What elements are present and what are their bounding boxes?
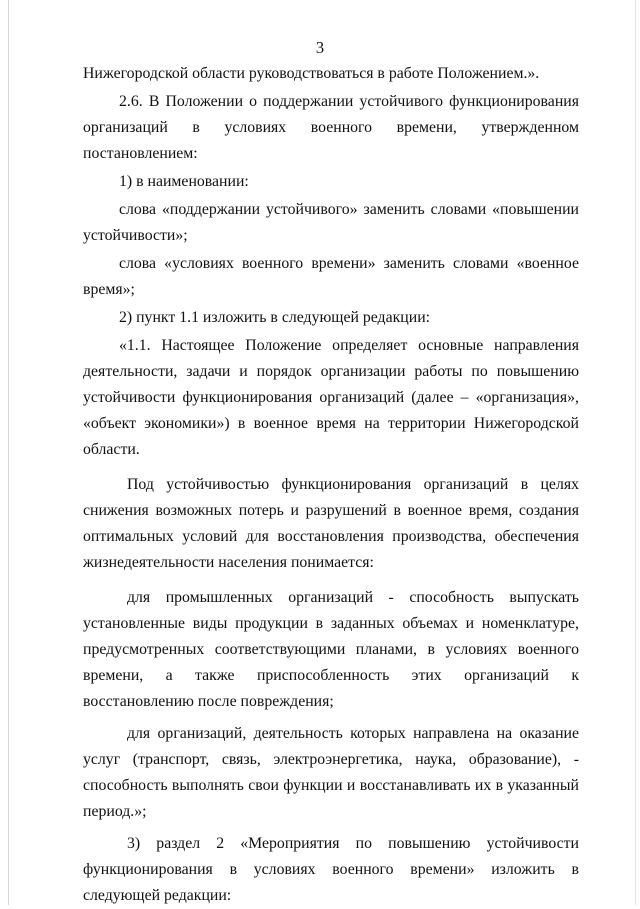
- page-number: 3: [315, 38, 325, 57]
- paragraph-item-3: 3) раздел 2 «Мероприятия по повышению устойчивости функционирования в условиях военного времени» изложить в следующей редакции:: [83, 835, 579, 904]
- paragraph-item-1: 1) в наименовании:: [119, 173, 249, 190]
- paragraph-replace-words-1: слова «поддержании устойчивого» заменить словами «повышении устойчивости»;: [83, 201, 579, 244]
- document-body: [0, 61, 640, 909]
- paragraph-clause-1-1: «1.1. Настоящее Положение определяет основные направления деятельности, задачи и порядок организации работы по повышению устойчивости функционирования организаций (далее – «организация», «объект экономики») в военное время на территории Нижегородской области.: [83, 337, 579, 458]
- paragraph-section-2-6: 2.6. В Положении о поддержании устойчивого функционирования организаций в условиях военного времени, утвержденном постановлением:: [83, 93, 579, 162]
- paragraph-continuation: Нижегородской области руководствоваться в работе Положением.».: [83, 65, 540, 82]
- paragraph-item-2: 2) пункт 1.1 изложить в следующей редакции:: [119, 309, 431, 326]
- paragraph-industrial: для промышленных организаций - способность выпускать установленные виды продукции в заданных объемах и номенклатуре, предусмотренных соответствующими планами, в условиях военного времени, а также приспособленность этих организаций к восстановлению после повреждения;: [83, 589, 579, 710]
- paragraph-services: для организаций, деятельность которых направлена на оказание услуг (транспорт, связь, электроэнергетика, наука, образование), - способность выполнять свои функции и восстанавливать их в указанный период.»;: [83, 725, 579, 820]
- paragraph-definition: Под устойчивостью функционирования организаций в целях снижения возможных потерь и разрушений в военное время, создания оптимальных условий для восстановления производства, обеспечения жизнедеятельности населения понимается:: [83, 476, 579, 571]
- paragraph-replace-words-2: слова «условиях военного времени» заменить словами «военное время»;: [83, 255, 579, 298]
